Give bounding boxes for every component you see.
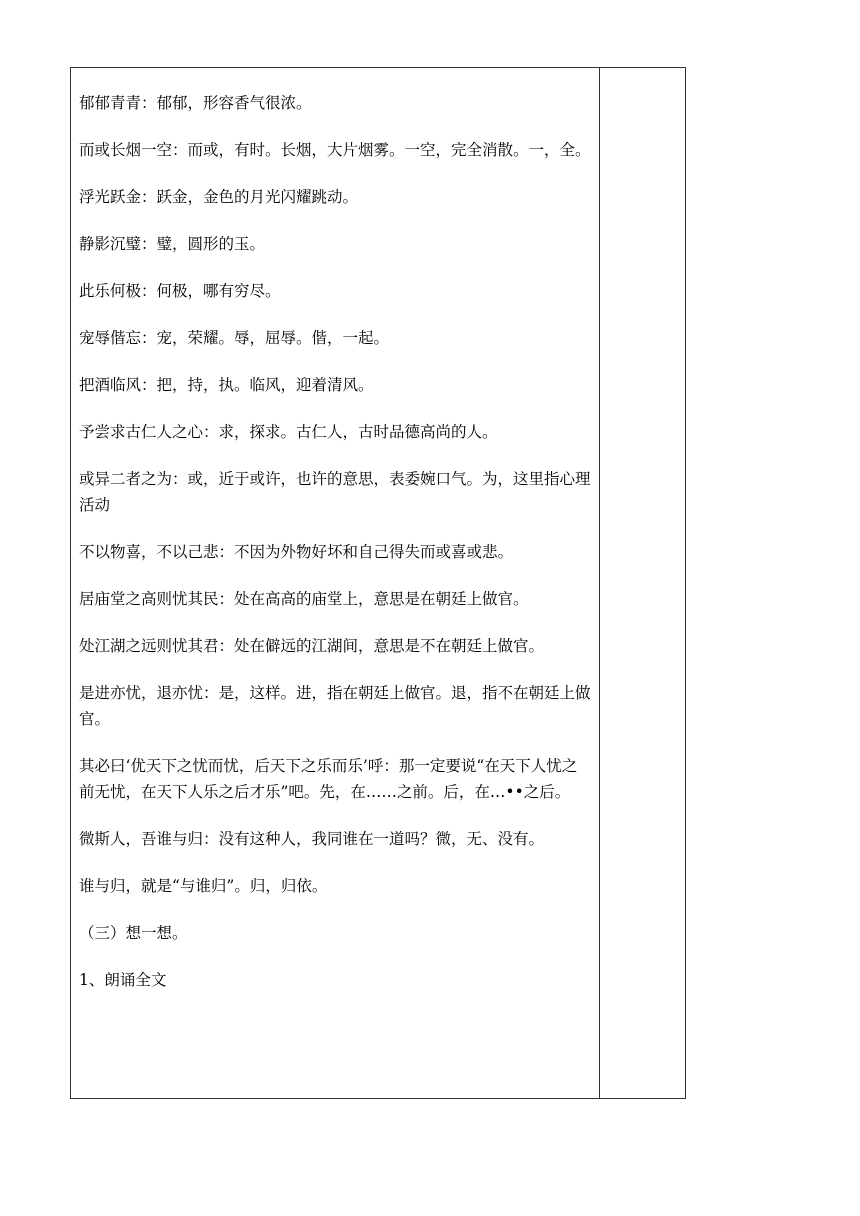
task-item: 1、朗诵全文 [79,971,167,989]
annotation-paragraph: 是进亦忧，退亦忧：是，这样。进，指在朝廷上做官。退，指不在朝廷上做官。 [79,684,591,728]
annotation-paragraph: 郁郁青青：郁郁，形容香气很浓。 [79,94,312,112]
annotation-paragraph: 把酒临风：把，持，执。临风，迎着清风。 [79,376,374,394]
annotation-paragraph: 谁与归，就是“与谁归”。归，归依。 [79,877,328,895]
annotation-paragraph: 而或长烟一空：而或，有时。长烟，大片烟雾。一空，完全消散。一，全。 [79,141,591,159]
annotation-paragraph: 予尝求古仁人之心：求，探求。古仁人，古时品德高尚的人。 [79,423,498,441]
section-heading: （三）想一想。 [79,924,188,942]
document-table [70,67,686,1099]
annotation-paragraph: 或异二者之为：或，近于或许，也许的意思，表委婉口气。为，这里指心理活动 [79,470,591,514]
annotation-paragraph: 其必曰‘优天下之忧而忧，后天下之乐而乐’呼：那一定要说“在天下人忧之前无忧，在天下人乐之后才乐”吧。先，在……之前。后，在…••之后。 [79,757,578,801]
annotation-paragraph: 浮光跃金：跃金，金色的月光闪耀跳动。 [79,188,359,206]
annotation-paragraph: 处江湖之远则忧其君：处在僻远的江湖间，意思是不在朝廷上做官。 [79,637,545,655]
side-cell [600,68,685,1098]
annotation-paragraph: 宠辱偕忘：宠，荣耀。辱，屈辱。偕，一起。 [79,329,390,347]
annotation-paragraph: 此乐何极：何极，哪有穷尽。 [79,282,281,300]
annotation-paragraph: 静影沉璧：璧，圆形的玉。 [79,235,266,253]
main-cell [79,90,591,1014]
annotation-paragraph: 不以物喜，不以己悲：不因为外物好坏和自己得失而或喜或悲。 [79,543,514,561]
annotation-paragraph: 微斯人，吾谁与归：没有这种人，我同谁在一道吗？微，无、没有。 [79,830,545,848]
annotation-paragraph: 居庙堂之高则忧其民：处在高高的庙堂上，意思是在朝廷上做官。 [79,590,529,608]
